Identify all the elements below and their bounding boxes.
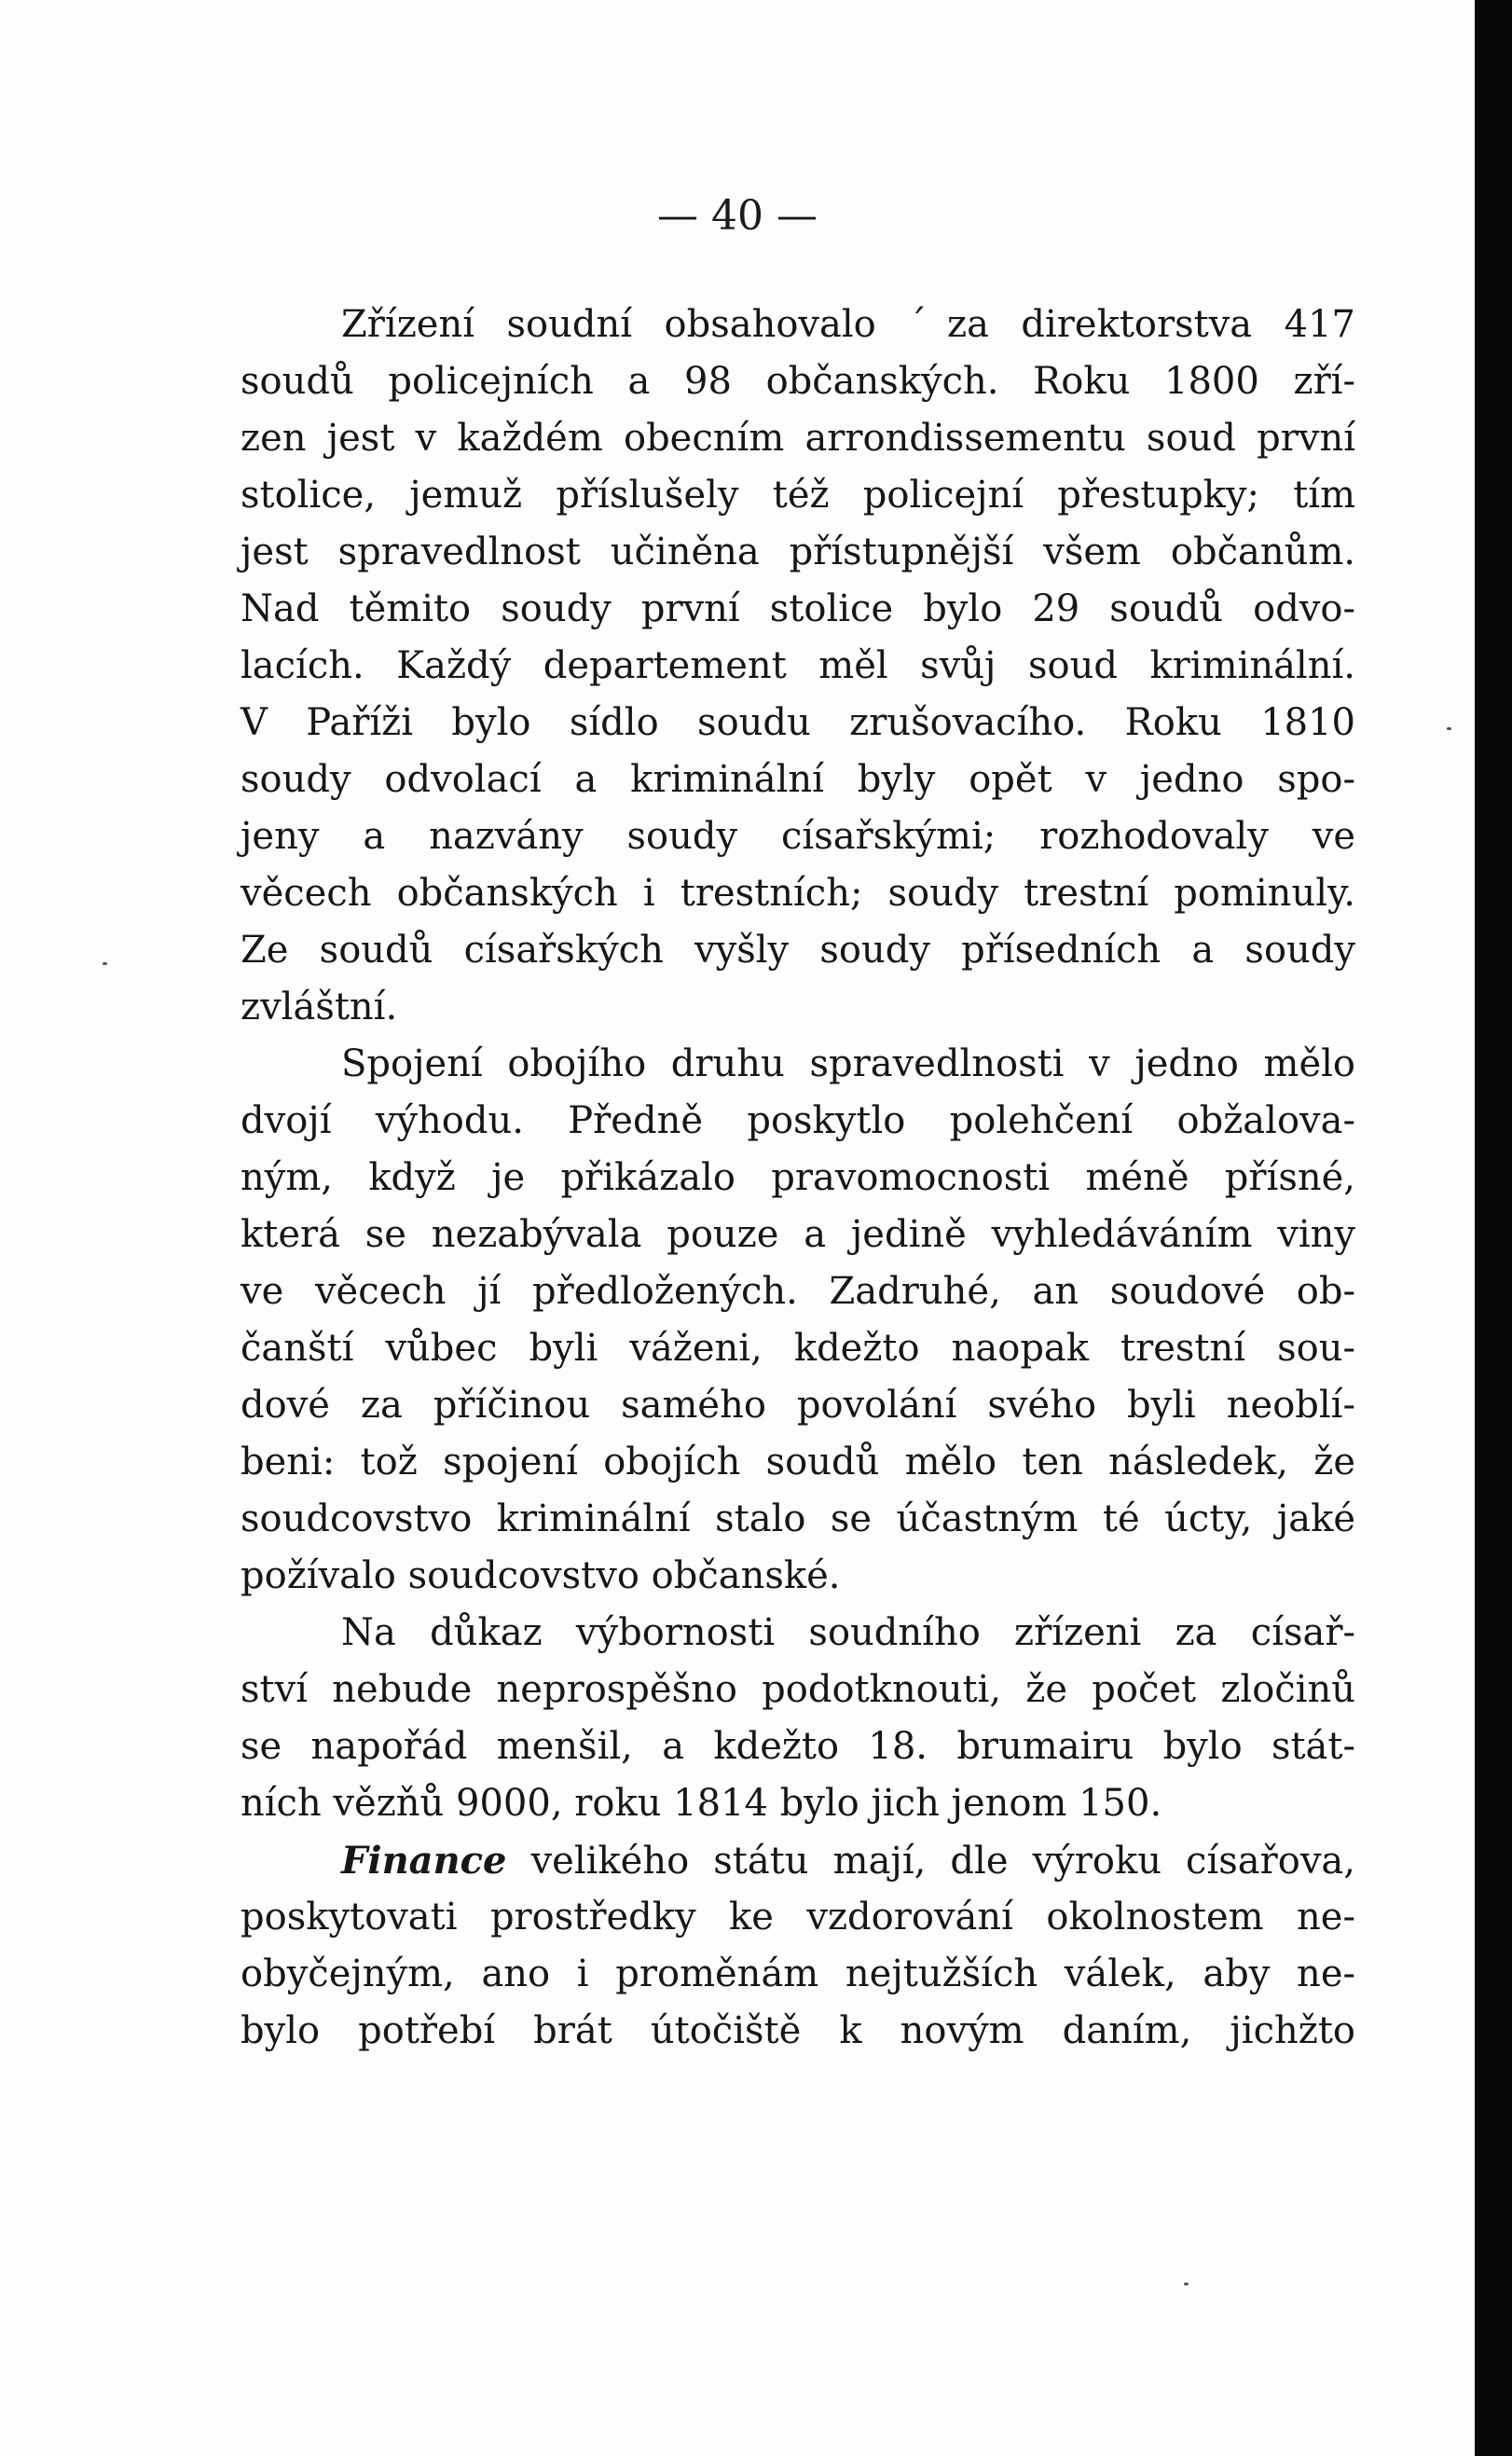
body-text bbox=[241, 297, 1355, 2060]
text-line: stolice, jemuž příslušely též policejní přestupky; tím bbox=[241, 474, 1355, 517]
paragraph bbox=[241, 1605, 1355, 1832]
text-line: bylo potřebí brát útočiště k novým daním, jichžto bbox=[241, 2009, 1355, 2052]
text-line: Zřízení soudní obsahovalo ˊza direktorstva 417 bbox=[341, 303, 1355, 346]
text-line: jeny a nazvány soudy císařskými; rozhodovaly ve bbox=[241, 815, 1355, 858]
text-line: jest spravedlnost učiněna přístupnější všem občanům. bbox=[241, 531, 1355, 573]
text-line bbox=[241, 1832, 1355, 1889]
text-line: V Paříži bylo sídlo soudu zrušovacího. Roku 1810 bbox=[241, 701, 1355, 744]
scan-speck bbox=[1447, 727, 1451, 730]
scan-speck bbox=[103, 962, 107, 965]
scan-edge bbox=[1475, 0, 1512, 2456]
text-line: soudcovstvo kriminální stalo se účastným té úcty, jaké bbox=[241, 1497, 1355, 1540]
text-line: ným, když je přikázalo pravomocnosti méně přísné, bbox=[241, 1156, 1355, 1199]
section-keyword: Finance bbox=[341, 1839, 507, 1883]
text-line: dové za příčinou samého povolání svého byli neoblí- bbox=[241, 1384, 1355, 1427]
scan-speck bbox=[1184, 2283, 1189, 2285]
text-line: čanští vůbec byli váženi, kdežto naopak trestní sou- bbox=[241, 1327, 1355, 1370]
paragraph bbox=[241, 1036, 1355, 1605]
text-line: poskytovati prostředky ke vzdorování okolnostem ne- bbox=[241, 1896, 1355, 1939]
text-line: zvláštní. bbox=[241, 986, 398, 1028]
text-line: věcech občanských i trestních; soudy trestní pominuly. bbox=[241, 872, 1355, 915]
text-line: Spojení obojího druhu spravedlnosti v jedno mělo bbox=[341, 1042, 1355, 1085]
text-line: Nad těmito soudy první stolice bylo 29 soudů odvo- bbox=[241, 587, 1355, 630]
text-line: beni: tož spojení obojích soudů mělo ten následek, že bbox=[241, 1441, 1355, 1483]
paragraph bbox=[241, 1832, 1355, 2060]
text-line: zen jest v každém obecním arrondissementu soud první bbox=[241, 417, 1355, 460]
page-number: — 40 — bbox=[657, 192, 818, 240]
text-line: ních vězňů 9000, roku 1814 bylo jich jenom 150. bbox=[241, 1782, 1162, 1825]
text-line: lacích. Každý departement měl svůj soud kriminální. bbox=[241, 644, 1355, 687]
text-line: která se nezabývala pouze a jedině vyhledáváním viny bbox=[241, 1213, 1355, 1256]
text-line-rest: velikého státu mají, dle výroku císařova, bbox=[506, 1840, 1355, 1883]
text-line: Na důkaz výbornosti soudního zřízeni za císař- bbox=[341, 1611, 1355, 1654]
text-line: dvojí výhodu. Předně poskytlo polehčení obžalova- bbox=[241, 1099, 1355, 1142]
text-line: se napořád menšil, a kdežto 18. brumairu bylo stát- bbox=[241, 1725, 1355, 1768]
text-line: ve věcech jí předložených. Zadruhé, an soudové ob- bbox=[241, 1270, 1355, 1313]
text-line: soudů policejních a 98 občanských. Roku 1800 zří- bbox=[241, 360, 1355, 403]
text-line: Ze soudů císařských vyšly soudy přísedních a soudy bbox=[241, 929, 1355, 972]
text-line: požívalo soudcovstvo občanské. bbox=[241, 1554, 841, 1597]
text-line: obyčejným, ano i proměnám nejtužších válek, aby ne- bbox=[241, 1952, 1355, 1995]
text-line: ství nebude neprospěšno podotknouti, že počet zločinů bbox=[241, 1668, 1355, 1711]
text-line: soudy odvolací a kriminální byly opět v jedno spo- bbox=[241, 758, 1355, 801]
paragraph bbox=[241, 297, 1355, 1036]
